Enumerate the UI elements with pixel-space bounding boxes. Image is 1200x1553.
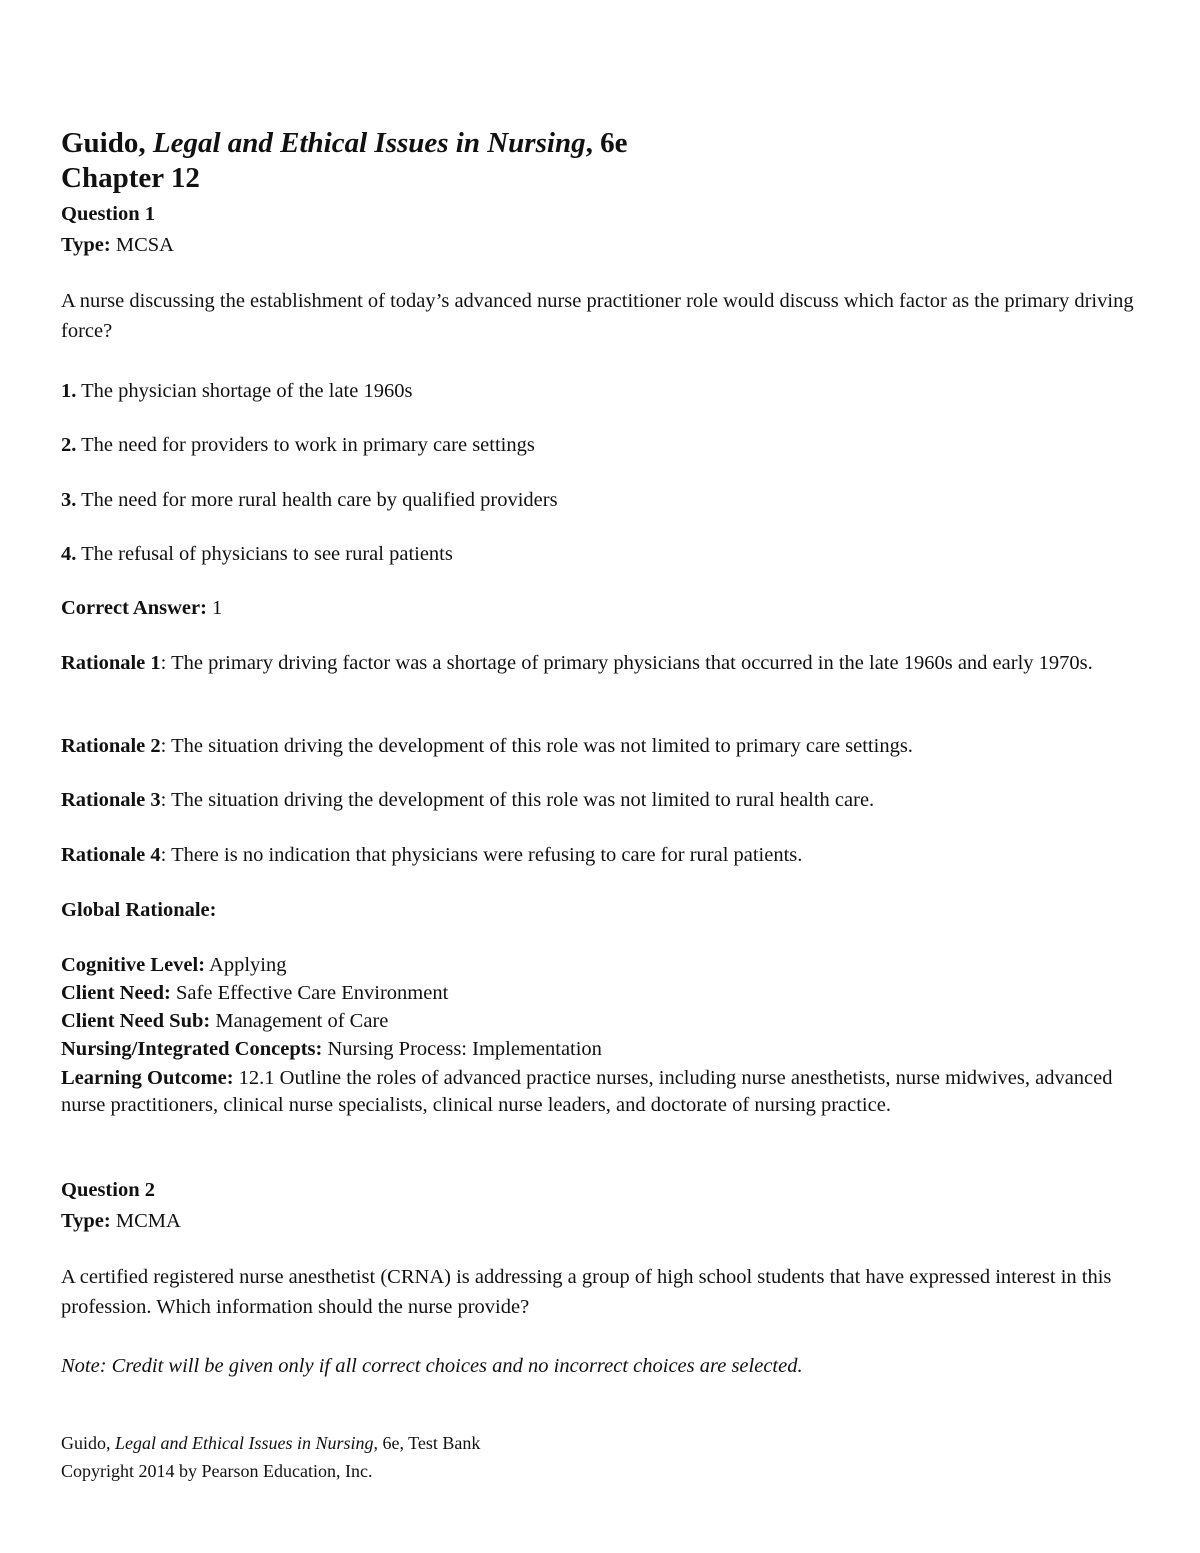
option-2 <box>61 431 535 459</box>
question-2-note: Note: Credit will be given only if all correct choices and no incorrect choices are selected. <box>61 1355 803 1377</box>
option-3 <box>61 486 558 514</box>
client-need-sub <box>61 1007 388 1035</box>
rationale-text: : The situation driving the development of this role was not limited to primary care settings. <box>160 735 913 757</box>
type-value: MCSA <box>110 234 174 256</box>
global-rationale-label: Global Rationale: <box>61 899 217 921</box>
option-text: The need for more rural health care by qualified providers <box>76 489 558 511</box>
book-title-line <box>61 126 627 160</box>
question-1-type <box>61 231 174 259</box>
cognitive-level <box>61 951 287 979</box>
option-number: 4. <box>61 543 77 565</box>
footer-edition: , 6e, Test Bank <box>373 1433 481 1453</box>
question-2-stem: A certified registered nurse anesthetist (CRNA) is addressing a group of high school students that have expressed interest in this profession. Which information should the nurse provide? <box>61 1266 1112 1318</box>
meta-label: Learning Outcome: <box>61 1067 234 1089</box>
rationale-text: : There is no indication that physicians were refusing to care for rural patients. <box>160 844 803 866</box>
footer-copyright: Copyright 2014 by Pearson Education, Inc. <box>61 1461 373 1481</box>
footer-book-title: Legal and Ethical Issues in Nursing <box>115 1433 374 1453</box>
meta-label: Nursing/Integrated Concepts: <box>61 1038 323 1060</box>
meta-value: Safe Effective Care Environment <box>170 982 449 1004</box>
meta-label: Cognitive Level: <box>61 954 206 976</box>
learning-outcome <box>61 1065 1146 1119</box>
option-text: The physician shortage of the late 1960s <box>76 380 413 402</box>
client-need <box>61 979 448 1007</box>
type-value: MCMA <box>110 1210 181 1232</box>
option-text: The need for providers to work in primary care settings <box>76 434 535 456</box>
meta-label: Client Need Sub: <box>61 1010 211 1032</box>
rationale-label: Rationale 4 <box>61 844 161 866</box>
question-2-type <box>61 1207 181 1235</box>
option-number: 3. <box>61 489 77 511</box>
title-book: Legal and Ethical Issues in Nursing <box>152 127 586 159</box>
rationale-label: Rationale 2 <box>61 735 161 757</box>
type-label: Type: <box>61 234 111 256</box>
chapter-heading: Chapter 12 <box>61 162 200 194</box>
rationale-2 <box>61 732 913 760</box>
rationale-1 <box>61 650 1146 677</box>
rationale-4 <box>61 841 802 869</box>
footer-citation <box>61 1429 480 1457</box>
correct-answer-value: 1 <box>206 597 223 619</box>
meta-value: Management of Care <box>210 1010 389 1032</box>
option-4 <box>61 540 453 568</box>
option-1 <box>61 377 412 405</box>
question-1-stem: A nurse discussing the establishment of today’s advanced nurse practitioner role would discuss which factor as the primary driving force? <box>61 290 1134 342</box>
option-number: 2. <box>61 434 77 456</box>
meta-label: Client Need: <box>61 982 171 1004</box>
nursing-integrated-concepts <box>61 1035 602 1063</box>
title-author: Guido, <box>61 127 153 159</box>
footer-author: Guido, <box>61 1433 115 1453</box>
type-label: Type: <box>61 1210 111 1232</box>
option-text: The refusal of physicians to see rural patients <box>76 543 453 565</box>
rationale-3 <box>61 786 874 814</box>
meta-value: 12.1 Outline the roles of advanced practice nurses, including nurse anesthetists, nurse midwives, advanced nurse practitioners, clinical nurse specialists, clinical nurse leaders, and doctorate of nursing practice. <box>61 1067 1113 1116</box>
meta-value: Applying <box>205 954 287 976</box>
title-edition: , 6e <box>585 127 628 159</box>
meta-value: Nursing Process: Implementation <box>322 1038 602 1060</box>
rationale-text: : The situation driving the development of this role was not limited to rural health care. <box>160 789 875 811</box>
question-1-heading: Question 1 <box>61 203 155 225</box>
option-number: 1. <box>61 380 77 402</box>
correct-answer <box>61 594 222 622</box>
rationale-label: Rationale 3 <box>61 789 161 811</box>
question-2-heading: Question 2 <box>61 1179 155 1201</box>
correct-answer-label: Correct Answer: <box>61 597 207 619</box>
rationale-text: : The primary driving factor was a shortage of primary physicians that occurred in the late 1960s and early 1970s. <box>160 652 1093 674</box>
rationale-label: Rationale 1 <box>61 652 161 674</box>
